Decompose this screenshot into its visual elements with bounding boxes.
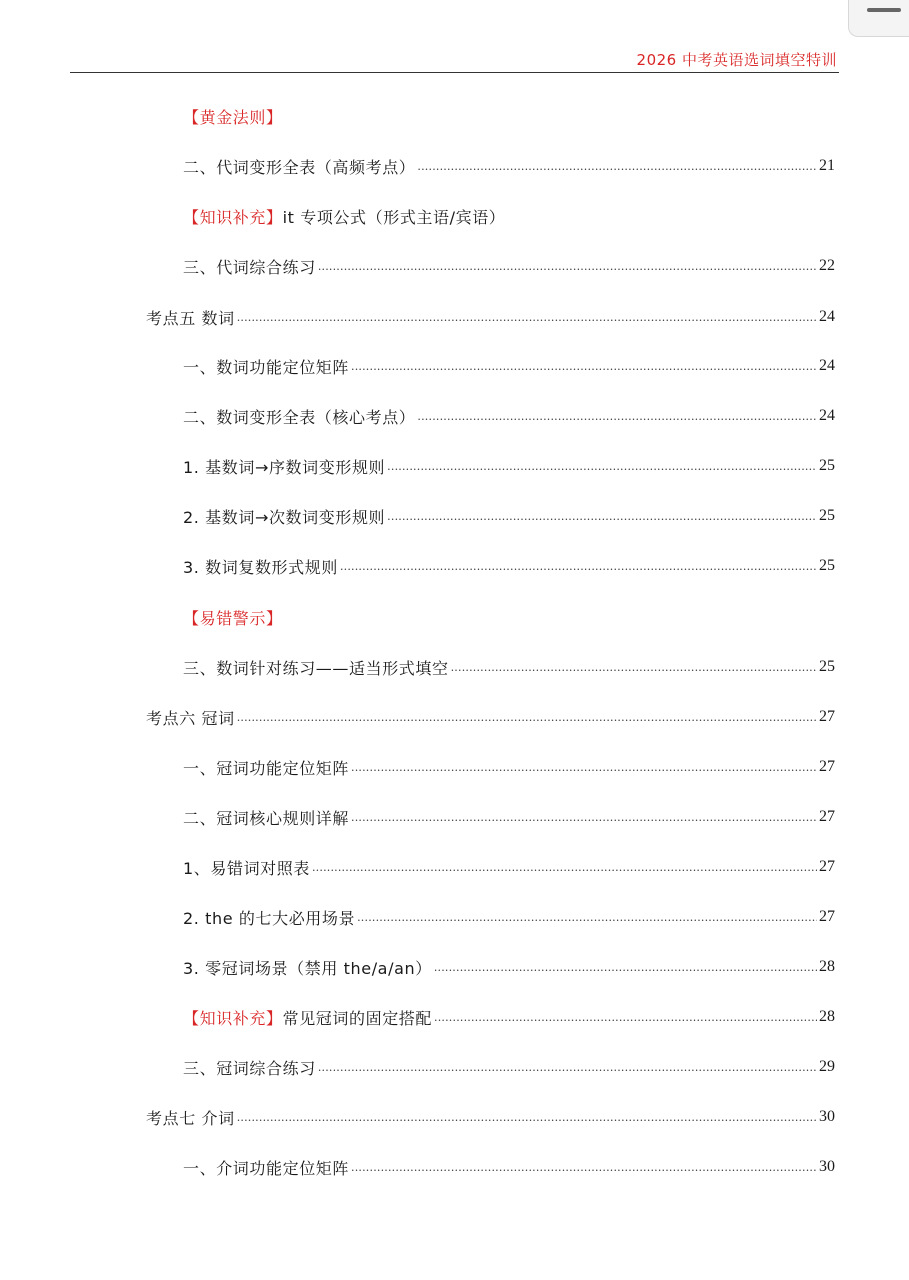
- toc-leader-dots: [417, 154, 817, 178]
- toc-entry-text: 2. the 的七大必用场景: [183, 908, 356, 928]
- header-divider: [70, 72, 839, 73]
- toc-entry-text: 1. 基数词→序数词变形规则: [183, 457, 386, 477]
- toc-entry-text: 考点六 冠词: [146, 708, 235, 728]
- toc-leader-dots: [318, 1055, 817, 1079]
- toc-entry-text: 三、代词综合练习: [183, 257, 316, 277]
- toc-chapter-entry[interactable]: [146, 305, 835, 329]
- toc-entry[interactable]: [183, 805, 835, 829]
- toc-leader-dots: [351, 1155, 817, 1179]
- toc-leader-dots: [387, 454, 817, 478]
- toc-entry[interactable]: [183, 204, 505, 228]
- toc-entry-page: 27: [819, 758, 835, 775]
- toc-entry-text: 二、数词变形全表（核心考点）: [183, 407, 416, 427]
- toc-leader-dots: [318, 254, 817, 278]
- toc-entry-text: 考点五 数词: [146, 308, 235, 328]
- toc-entry-page: 28: [819, 1008, 835, 1025]
- toc-entry[interactable]: [183, 955, 835, 979]
- menu-handle-icon: [867, 8, 901, 12]
- toc-entry-text: 一、数词功能定位矩阵: [183, 357, 350, 377]
- toc-entry-label: 【黄金法则】: [183, 107, 283, 127]
- toc-entry-label: 【知识补充】: [183, 1008, 283, 1028]
- toc-entry[interactable]: [183, 1005, 835, 1029]
- toc-entry[interactable]: [183, 154, 835, 178]
- toc-leader-dots: [417, 404, 817, 428]
- toc-entry[interactable]: [183, 404, 835, 428]
- toc-entry-page: 22: [819, 257, 835, 274]
- toc-leader-dots: [351, 805, 817, 829]
- toc-chapter-entry[interactable]: [146, 705, 835, 729]
- corner-tab[interactable]: [848, 0, 909, 37]
- toc-entry-label: 【易错警示】: [183, 608, 283, 628]
- toc-leader-dots: [387, 504, 817, 528]
- toc-entry-text: 一、冠词功能定位矩阵: [183, 758, 350, 778]
- toc-entry[interactable]: [183, 554, 835, 578]
- toc-entry[interactable]: [183, 504, 835, 528]
- toc-entry-page: 27: [819, 858, 835, 875]
- toc-entry-page: 21: [819, 157, 835, 174]
- toc-entry[interactable]: [183, 104, 283, 128]
- toc-entry[interactable]: [183, 254, 835, 278]
- document-header-title: 2026 中考英语选词填空特训: [636, 51, 837, 69]
- toc-leader-dots: [237, 1105, 817, 1129]
- toc-leader-dots: [434, 955, 817, 979]
- toc-entry-page: 29: [819, 1058, 835, 1075]
- toc-entry-page: 30: [819, 1158, 835, 1175]
- toc-entry-text: 3. 数词复数形式规则: [183, 557, 338, 577]
- toc-entry-label: 【知识补充】: [183, 207, 283, 227]
- toc-entry-page: 25: [819, 557, 835, 574]
- toc-entry-page: 27: [819, 808, 835, 825]
- toc-entry[interactable]: [183, 605, 283, 629]
- toc-entry-page: 30: [819, 1108, 835, 1125]
- toc-entry-text: 3. 零冠词场景（禁用 the/a/an）: [183, 958, 432, 978]
- toc-entry-page: 24: [819, 308, 835, 325]
- toc-chapter-entry[interactable]: [146, 1105, 835, 1129]
- toc-entry-page: 25: [819, 658, 835, 675]
- toc-entry-text: 2. 基数词→次数词变形规则: [183, 507, 386, 527]
- toc-leader-dots: [237, 305, 817, 329]
- toc-entry[interactable]: [183, 1055, 835, 1079]
- toc-leader-dots: [357, 905, 817, 929]
- toc-leader-dots: [451, 655, 817, 679]
- toc-leader-dots: [340, 554, 817, 578]
- toc-leader-dots: [351, 755, 817, 779]
- toc-entry-page: 24: [819, 357, 835, 374]
- toc-entry-page: 27: [819, 908, 835, 925]
- toc-leader-dots: [434, 1005, 817, 1029]
- toc-entry-text: 一、介词功能定位矩阵: [183, 1158, 350, 1178]
- toc-entry-text: 二、冠词核心规则详解: [183, 808, 350, 828]
- toc-entry-text: it 专项公式（形式主语/宾语）: [282, 207, 506, 227]
- toc-entry-text: 常见冠词的固定搭配: [282, 1008, 433, 1028]
- toc-leader-dots: [351, 354, 817, 378]
- toc-entry[interactable]: [183, 655, 835, 679]
- toc-entry[interactable]: [183, 454, 835, 478]
- toc-entry[interactable]: [183, 855, 835, 879]
- toc-entry[interactable]: [183, 1155, 835, 1179]
- toc-entry-page: 27: [819, 708, 835, 725]
- toc-entry-page: 28: [819, 958, 835, 975]
- toc-entry[interactable]: [183, 755, 835, 779]
- toc-entry[interactable]: [183, 905, 835, 929]
- toc-entry-text: 三、数词针对练习——适当形式填空: [183, 658, 449, 678]
- toc-leader-dots: [237, 705, 817, 729]
- toc-entry-text: 考点七 介词: [146, 1108, 235, 1128]
- toc-entry-page: 24: [819, 407, 835, 424]
- toc-entry-text: 1、易错词对照表: [183, 858, 310, 878]
- toc-entry-page: 25: [819, 507, 835, 524]
- toc-leader-dots: [312, 855, 817, 879]
- toc-entry-text: 二、代词变形全表（高频考点）: [183, 157, 416, 177]
- toc-entry-page: 25: [819, 457, 835, 474]
- toc-entry-text: 三、冠词综合练习: [183, 1058, 316, 1078]
- toc-entry[interactable]: [183, 354, 835, 378]
